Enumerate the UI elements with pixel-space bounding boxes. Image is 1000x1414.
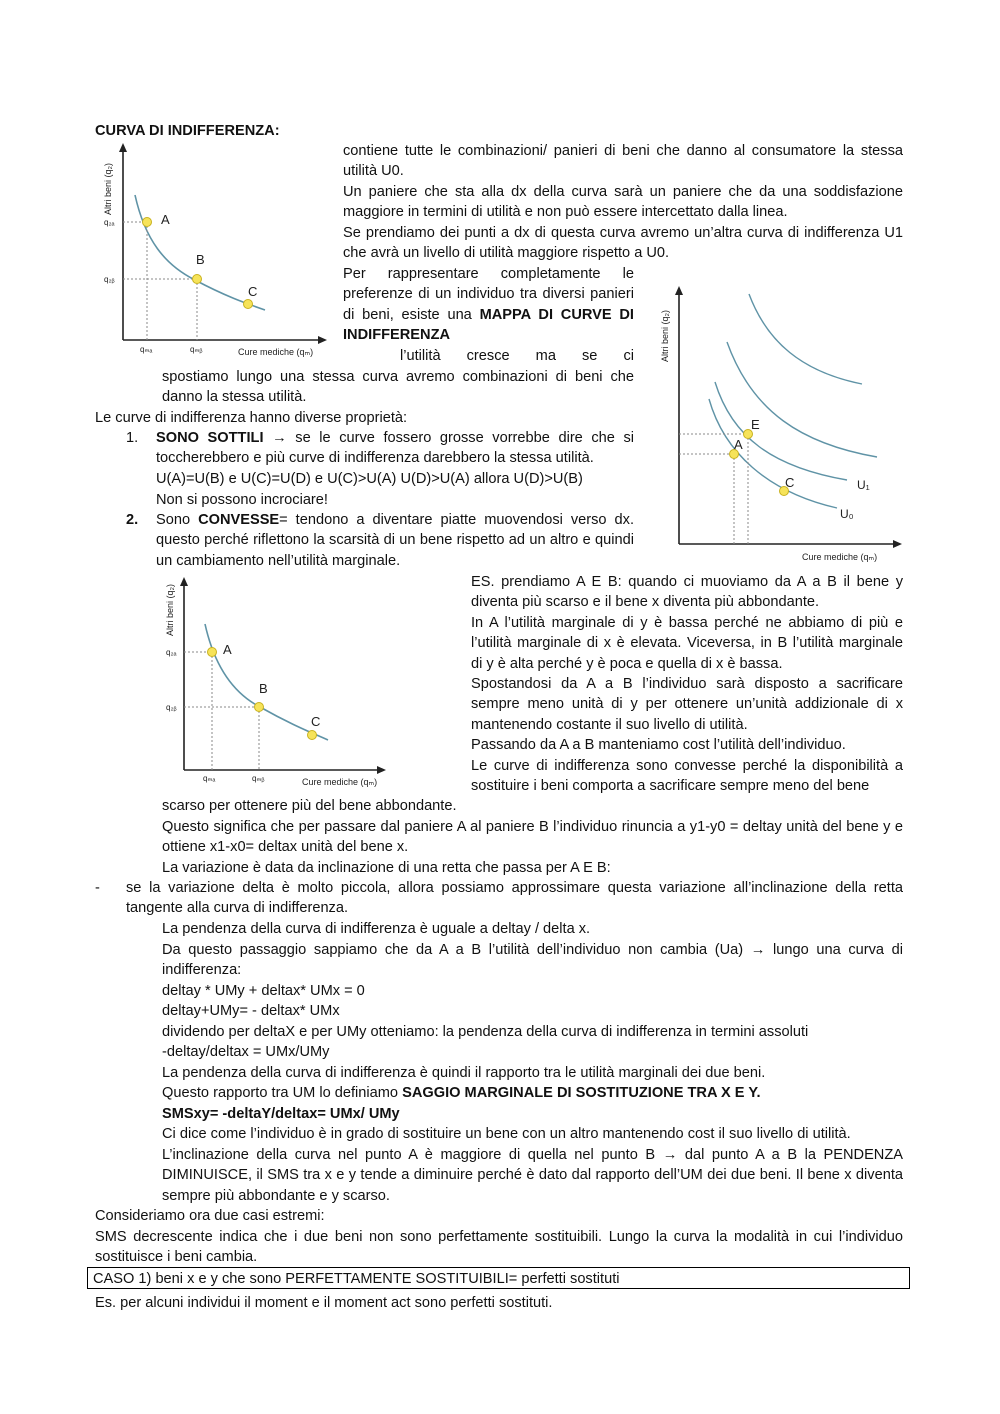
dash-item-text: se la variazione delta è molto piccola, allora possiamo approssimare questa variazione all’inclinazione della retta tangente alla curva di indifferenza. (126, 880, 903, 917)
es-paragraph-tail: scarso per ottenere più del bene abbondante. (162, 798, 457, 814)
slope-line-2: Da questo passaggio sappiamo che da A a B l’utilità dell’individuo non cambia (Ua) → lungo una curva di indifferenza: (162, 942, 903, 979)
fig2-qmb-label: qₘᵦ (252, 774, 265, 783)
qza-label: q₂ₐ (104, 218, 115, 227)
slope-line-7: La pendenza della curva di indifferenza è quindi il rapporto tra le utilità marginali dei due beni. (162, 1065, 766, 1081)
prop2-text: Sono CONVESSE= tendono a diventare piatte muovendosi verso dx. questo perché riflettono la scarsità di un bene rispetto ad un altro e quindi un cambiamento nell’utilità marginale. (156, 512, 634, 569)
prop1-equations: U(A)=U(B) e U(C)=U(D) e U(C)>U(A) U(D)>U(A) allora U(D)>U(B) (156, 471, 583, 487)
fig2-y-axis-label: Altri beni (q₂) (165, 583, 175, 636)
dash-bullet: - (95, 880, 100, 896)
prop1-text: SONO SOTTILI → se le curve fossero grosse vorrebbe dire che si toccherebbero e più curve di indifferenza darebbero la stessa utilità. (156, 430, 635, 467)
point-a-label: A (161, 212, 170, 227)
qmb-label: qₘᵦ (190, 345, 203, 354)
qzb-label: q₂ᵦ (104, 275, 115, 284)
u0-label: U₀ (840, 507, 854, 521)
x-axis-label: Cure mediche (qₘ) (238, 347, 314, 357)
case1-box (87, 1267, 910, 1289)
es-paragraph-4: Passando da A a B manteniamo cost l’utilità dell’individuo. (471, 737, 846, 753)
sms-formula: SMSxy= -deltaY/deltax= UMx/ UMy (162, 1106, 400, 1122)
slope-line-5: dividendo per deltaX e per UMy otteniamo: la pendenza della curva di indifferenza in termini assoluti (162, 1024, 809, 1040)
qma-label: qₘₐ (140, 345, 153, 354)
sms-line-2: L’inclinazione della curva nel punto A è maggiore di quella nel punto B → dal punto A a B la PENDENZA DIMINUISCE, il SMS tra x e y tende a diminuire perché è dato dal rapporto dell’UM dei due beni. Il bene x diventa sempre più abbondante e y scarso. (162, 1147, 903, 1204)
fig2-point-b-label: B (259, 681, 268, 696)
fig2-point-c-label: C (311, 714, 321, 729)
utility-line-2: spostiamo lungo una stessa curva avremo combinazioni di beni che danno la stessa utilità. (162, 369, 634, 406)
map-point-a-label: A (734, 437, 743, 452)
fig2-point-a-label: A (223, 642, 232, 657)
case1-example: Es. per alcuni individui il moment e il moment act sono perfetti sostituti. (95, 1295, 553, 1311)
prop2-number: 2. (126, 512, 139, 528)
meaning-paragraph: Questo significa che per passare dal paniere A al paniere B l’individuo rinuncia a y1-y0 = deltay unità del bene y e ottiene x1-x0= deltax unità del bene x. (162, 819, 903, 856)
utility-line-1: l’utilità cresce ma se ci (400, 348, 634, 364)
sms-line-1: Ci dice come l’individuo è in grado di sostituire un bene con un altro mantenendo cost il suo livello di utilità. (162, 1126, 851, 1142)
prop1-note: Non si possono incrociare! (156, 492, 328, 508)
extremes-line: Consideriamo ora due casi estremi: (95, 1208, 325, 1224)
es-paragraph-3: Spostandosi da A a B l’individuo sarà disposto a sacrificare sempre meno unità di y per ottenere un’unità addizionale di x mantenendo costante il suo livello di utilità. (471, 676, 903, 733)
indifference-curve-figure (95, 140, 330, 360)
point-b-label: B (196, 252, 205, 267)
variation-line: La variazione è data da inclinazione di una retta che passa per A E B: (162, 860, 611, 876)
properties-intro: Le curve di indifferenza hanno diverse proprietà: (95, 410, 408, 426)
point-c-label: C (248, 284, 258, 299)
fig2-x-axis-label: Cure mediche (qₘ) (302, 777, 378, 787)
map-x-axis-label: Cure mediche (qₘ) (802, 552, 878, 562)
map-point-c-label: C (785, 475, 795, 490)
slope-line-3: deltay * UMy + deltax* UMx = 0 (162, 983, 365, 999)
indifference-curve-figure-2 (160, 574, 395, 794)
sms-decreasing-paragraph: SMS decrescente indica che i due beni non sono perfettamente sostituibili. Lungo la curva la modalità in cui l’individuo sostituisce i beni cambia. (95, 1229, 903, 1266)
sms-definition: Questo rapporto tra UM lo definiamo SAGGIO MARGINALE DI SOSTITUZIONE TRA X E Y. (162, 1085, 761, 1101)
fig2-qza-label: q₂ₐ (166, 648, 177, 657)
intro-line-3: Se prendiamo dei punti a dx di questa curva avremo un’altra curva di indifferenza U1 che avrà un livello di utilità maggiore rispetto a U0. (343, 225, 903, 262)
indifference-map-figure (652, 282, 907, 567)
intro-line-1: contiene tutte le combinazioni/ panieri di beni che danno al consumatore la stessa utilità U0. (343, 143, 903, 180)
u1-label: U₁ (857, 478, 870, 492)
es-paragraph-1: ES. prendiamo A E B: quando ci muoviamo da A a B il bene y diventa più scarso e il bene x diventa più abbondante. (471, 574, 903, 611)
slope-line-6: -deltay/deltax = UMx/UMy (162, 1044, 330, 1060)
fig2-qzb-label: q₂ᵦ (166, 703, 177, 712)
map-point-e-label: E (751, 417, 760, 432)
fig2-qma-label: qₘₐ (203, 774, 216, 783)
slope-line-1: La pendenza della curva di indifferenza è uguale a deltay / delta x. (162, 921, 591, 937)
section-title: CURVA DI INDIFFERENZA: (95, 123, 280, 139)
y-axis-label: Altri beni (q₂) (103, 162, 113, 215)
prop1-number: 1. (126, 430, 139, 446)
map-paragraph: Per rappresentare completamente le preferenze di un individuo tra diversi panieri di beni, esiste una MAPPA DI CURVE DI INDIFFERENZA (343, 266, 634, 344)
slope-line-4: deltay+UMy= - deltax* UMx (162, 1003, 340, 1019)
es-paragraph-2: In A l’utilità marginale di y è bassa perché ne abbiamo di più e l’utilità marginale di x è elevata. Viceversa, in B l’utilità marginale di y è alta perché y è poca e quella di x è bassa. (471, 615, 903, 672)
case1-text: CASO 1) beni x e y che sono PERFETTAMENTE SOSTITUIBILI= perfetti sostituti (93, 1271, 620, 1287)
es-paragraph-5: Le curve di indifferenza sono convesse perché la disponibilità a sostituire i beni comporta a sacrificare sempre meno del bene (471, 758, 903, 795)
map-y-axis-label: Altri beni (q₂) (660, 309, 670, 362)
intro-line-2: Un paniere che sta alla dx della curva sarà un paniere che da una soddisfazione maggiore in termini di utilità e non può essere intercettato dalla linea. (343, 184, 903, 221)
